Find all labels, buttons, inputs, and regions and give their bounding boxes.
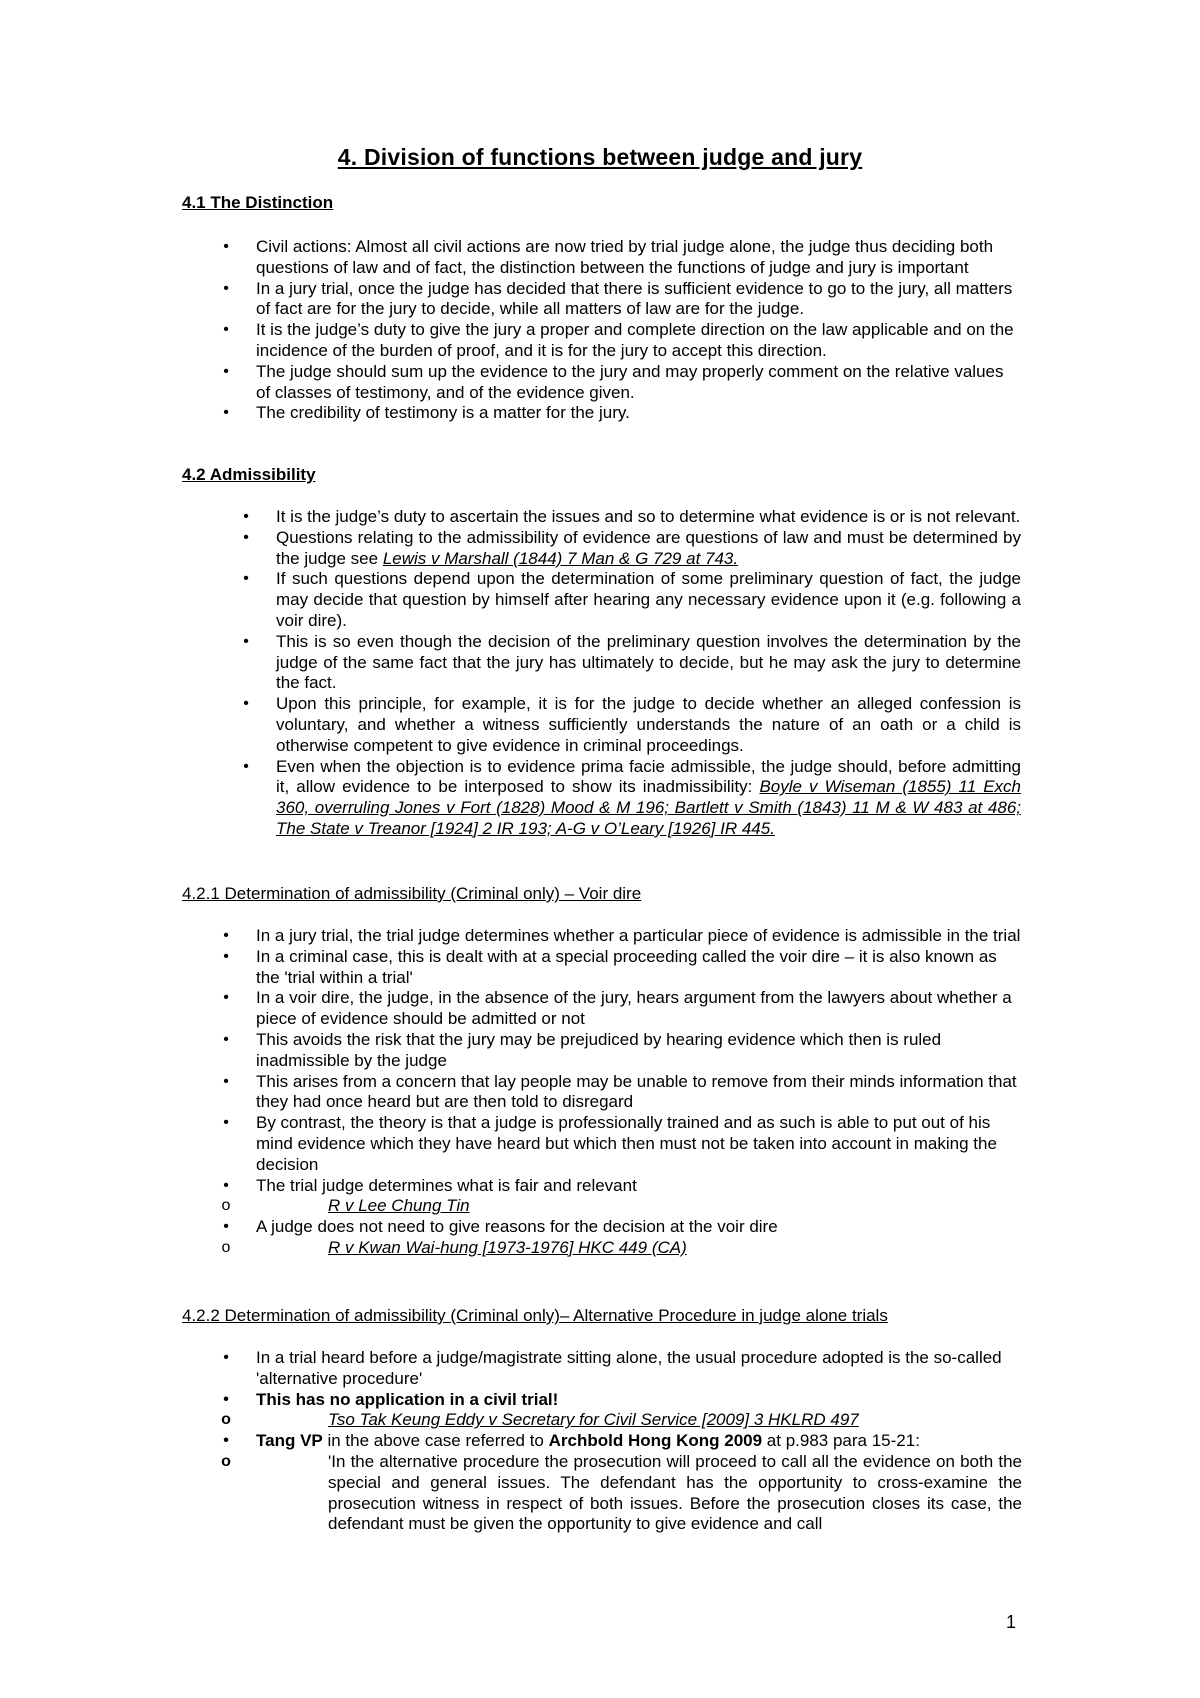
sub-list-item	[221, 1196, 1022, 1217]
sub-list-item	[221, 1237, 1022, 1259]
list-item: • This has no application in a civil trial!	[256, 1390, 1022, 1411]
list-item: • Questions relating to the admissibility of evidence are questions of law and must be determined by the judge see Lewis v Marshall (1844) 7 Man & G 729 at 743.	[276, 528, 1021, 570]
bullet-icon: •	[243, 528, 249, 546]
list-item: • In a voir dire, the judge, in the absence of the jury, hears argument from the lawyers about whether a piece of evidence should be admitted or not	[256, 988, 1022, 1030]
bullet-icon: •	[223, 1432, 229, 1450]
bullet-icon: •	[243, 570, 249, 588]
bullet-icon: •	[243, 632, 249, 650]
bullet-icon: •	[223, 404, 229, 422]
list-item: • Tang VP in the above case referred to Archbold Hong Kong 2009 at p.983 para 15-21:	[256, 1431, 1022, 1452]
case-citation: Lewis v Marshall (1844) 7 Man & G 729 at 743.	[382, 548, 739, 568]
list-item: • By contrast, the theory is that a judge is professionally trained and as such is able to put out of his mind evidence which they have heard but which then must not be taken into account in making the decision	[256, 1113, 1022, 1175]
bullet-icon: •	[223, 1114, 229, 1132]
sub-bullet-icon: o	[221, 1197, 231, 1215]
list-4-1	[223, 237, 1022, 424]
bullet-icon: •	[223, 1176, 229, 1194]
heading-4-2: 4.2 Admissibility	[182, 465, 316, 484]
list-item: • In a jury trial, once the judge has decided that there is sufficient evidence to go to the jury, all matters of fact are for the jury to decide, while all matters of law are for the judge.	[256, 279, 1022, 321]
page-number: 1	[1006, 1612, 1017, 1632]
list-item: • The trial judge determines what is fair and relevant	[256, 1176, 1022, 1197]
bullet-icon: •	[223, 362, 229, 380]
list-4-2-1	[221, 926, 1022, 1259]
bullet-icon: •	[223, 927, 229, 944]
list-item: • In a trial heard before a judge/magistrate sitting alone, the usual procedure adopted is the so-called 'alternative procedure'	[256, 1348, 1022, 1390]
list-item: • The judge should sum up the evidence to the jury and may properly comment on the relative values of classes of testimony, and of the evidence given.	[256, 362, 1022, 404]
heading-4-2-2: 4.2.2 Determination of admissibility (Criminal only)– Alternative Procedure in judge alone trials	[182, 1306, 888, 1325]
case-citation: Boyle v Wiseman (1855) 11 Exch 360, overruling Jones v Fort (1828) Mood & M 196; Bartlett v Smith (1843) 11 M & W 483 at 486; The State v Treanor [1924] 2 IR 193; A-G v O’Leary [1926] IR 445.	[276, 777, 1022, 838]
bullet-icon: •	[243, 508, 249, 525]
bullet-icon: •	[223, 1072, 229, 1090]
bullet-icon: •	[243, 695, 249, 713]
sub-list-item	[221, 1451, 1022, 1535]
bullet-icon: •	[223, 989, 229, 1007]
bullet-icon: •	[223, 279, 229, 297]
page-title: 4. Division of functions between judge and jury	[337, 144, 863, 170]
list-item: • Civil actions: Almost all civil actions are now tried by trial judge alone, the judge thus deciding both questions of law and of fact, the distinction between the functions of judge and jury is important	[256, 237, 1022, 279]
bullet-icon: •	[223, 947, 229, 965]
sub-bullet-icon: o	[221, 1452, 231, 1470]
list-item: • This is so even though the decision of the preliminary question involves the determination by the judge of the same fact that the jury has ultimately to decide, but he may ask the jury to determine the fact.	[276, 632, 1021, 694]
quote-text: 'In the alternative procedure the prosecution will proceed to call all the evidence on both the special and general issues. The defendant has the opportunity to cross-examine the prosecution witness in respect of both issues. Before the prosecution closes its case, the defendant must be given the opportunity to give evidence and call	[328, 1451, 1022, 1534]
list-item: • In a criminal case, this is dealt with at a special proceeding called the voir dire – it is also known as the 'trial within a trial'	[256, 947, 1022, 989]
heading-4-1: 4.1 The Distinction	[182, 193, 334, 212]
heading-4-2-1: 4.2.1 Determination of admissibility (Criminal only) – Voir dire	[182, 884, 642, 903]
case-citation: R v Lee Chung Tin	[328, 1196, 470, 1216]
list-item: • This arises from a concern that lay people may be unable to remove from their minds information that they had once heard but are then told to disregard	[256, 1072, 1022, 1114]
case-citation: R v Kwan Wai-hung [1973-1976] HKC 449 (CA)	[328, 1237, 687, 1257]
case-citation: Tso Tak Keung Eddy v Secretary for Civil Service [2009] 3 HKLRD 497	[328, 1410, 859, 1430]
list-item: • If such questions depend upon the determination of some preliminary question of fact, the judge may decide that question by himself after hearing any necessary evidence upon it (e.g. following a voir dire).	[276, 569, 1021, 631]
bullet-icon: •	[223, 1030, 229, 1048]
list-item: • This avoids the risk that the jury may be prejudiced by hearing evidence which then is ruled inadmissible by the judge	[256, 1030, 1022, 1072]
bullet-icon: •	[243, 757, 249, 775]
list-item: • Upon this principle, for example, it is for the judge to decide whether an alleged confession is voluntary, and whether a witness sufficiently understands the nature of an oath or a child is otherwise competent to give evidence in criminal proceedings.	[276, 694, 1021, 756]
bullet-icon: •	[223, 321, 229, 339]
bullet-icon: •	[223, 238, 229, 255]
list-item: • In a jury trial, the trial judge determines whether a particular piece of evidence is admissible in the trial	[256, 926, 1022, 947]
list-item: • A judge does not need to give reasons for the decision at the voir dire	[256, 1217, 1022, 1238]
bullet-icon: •	[223, 1390, 229, 1408]
list-4-2-2	[221, 1348, 1022, 1535]
bullet-icon: •	[223, 1349, 229, 1366]
list-item: • It is the judge’s duty to ascertain the issues and so to determine what evidence is or is not relevant.	[276, 507, 1021, 528]
sub-bullet-icon: o	[221, 1411, 231, 1429]
list-item: • The credibility of testimony is a matter for the jury.	[256, 403, 1022, 424]
list-item: • Even when the objection is to evidence prima facie admissible, the judge should, before admitting it, allow evidence to be interposed to show its inadmissibility: Boyle v Wiseman (1855) 11 Exch 360, overruling Jones v Fort (1828) Mood & M 196; Bartlett v Smith (1843) 11 M & W 483 at 486; The State v Treanor [1924] 2 IR 193; A-G v O’Leary [1926] IR 445.	[276, 757, 1021, 840]
list-4-2	[243, 507, 1022, 840]
sub-list-item	[221, 1410, 1022, 1431]
bullet-icon: •	[223, 1218, 229, 1236]
sub-bullet-icon: o	[221, 1238, 231, 1256]
list-item: • It is the judge’s duty to give the jury a proper and complete direction on the law applicable and on the incidence of the burden of proof, and it is for the jury to accept this direction.	[256, 320, 1022, 362]
